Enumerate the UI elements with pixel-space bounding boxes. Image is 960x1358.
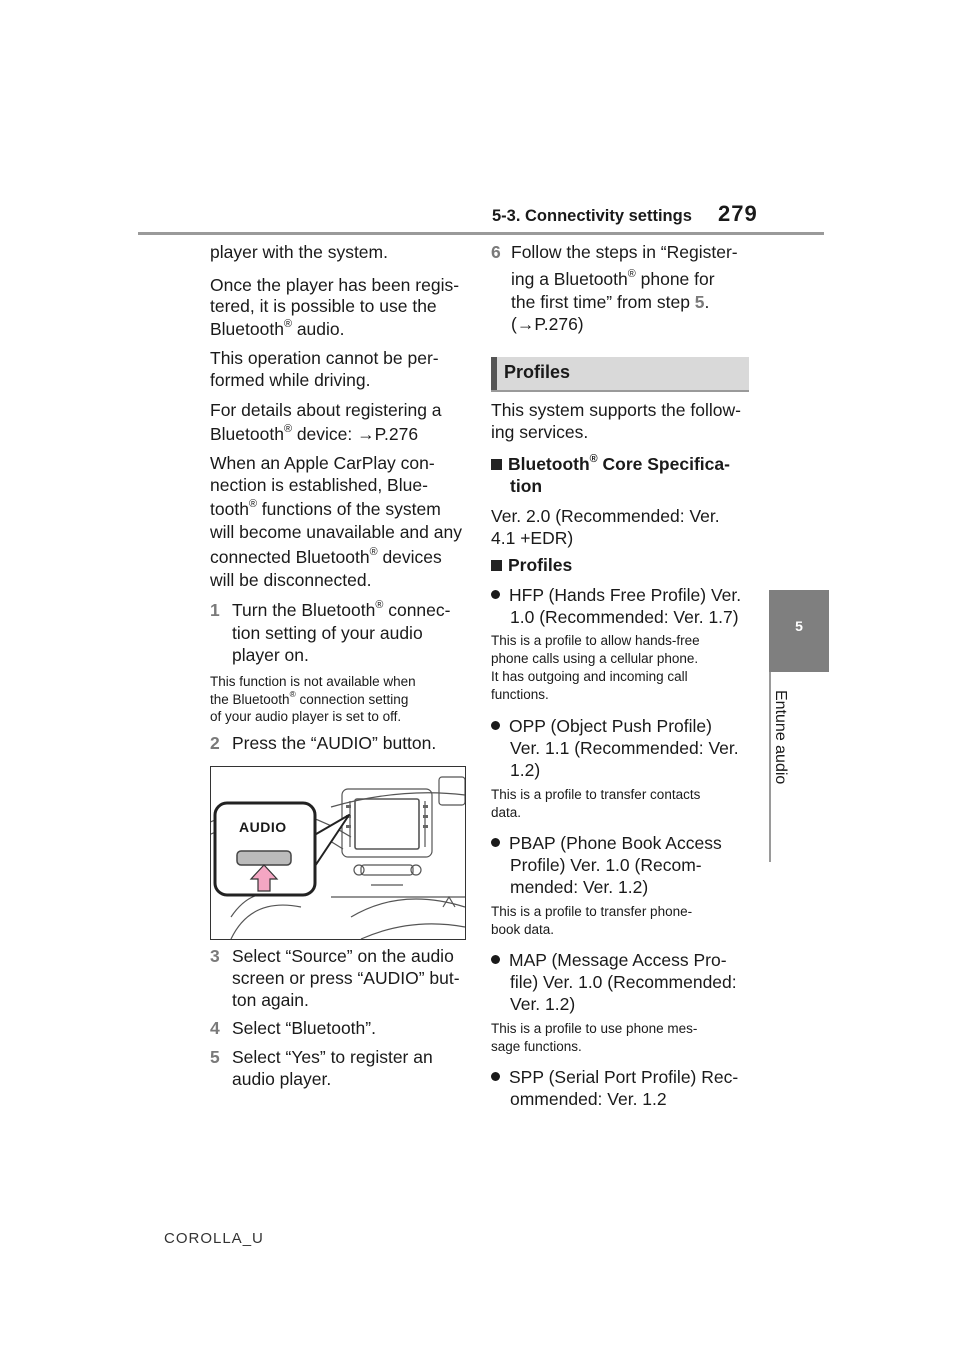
profiles-heading-accent [491, 357, 497, 390]
step-text: player on. [232, 645, 309, 665]
page-reference: →P.276 [357, 424, 419, 444]
list-item: 1.2) [510, 760, 541, 780]
list-item: SPP (Serial Port Profile) Rec- [491, 1067, 738, 1089]
step-number: 3 [210, 946, 220, 966]
text-line: Ver. 2.0 (Recommended: Ver. [491, 506, 720, 526]
list-item: 1.0 (Recommended: Ver. 1.7) [510, 607, 739, 627]
text-line: player with the system. [210, 242, 388, 262]
footer-model: COROLLA_U [164, 1230, 264, 1247]
list-item: ommended: Ver. 1.2 [510, 1089, 667, 1109]
square-bullet-icon [491, 560, 502, 571]
dashboard-drawing [211, 767, 465, 939]
text-line: When an Apple CarPlay con- [210, 453, 435, 473]
step-number: 6 [491, 242, 501, 262]
step-text: Select “Bluetooth”. [232, 1018, 376, 1038]
note-line: data. [491, 805, 522, 820]
text-line: This operation cannot be per- [210, 348, 439, 368]
text-line: will become unavailable and any [210, 522, 462, 542]
bullet-icon [491, 955, 500, 964]
note-line: This is a profile to transfer phone- [491, 904, 693, 919]
bullet-icon [491, 721, 500, 730]
text-line: tered, it is possible to use the [210, 296, 437, 316]
list-item: mended: Ver. 1.2) [510, 877, 649, 897]
step-text: tion setting of your audio [232, 623, 423, 643]
text-line: Bluetooth® audio. [210, 317, 345, 339]
list-item: Profile) Ver. 1.0 (Recom- [510, 855, 702, 875]
text-line: 4.1 +EDR) [491, 528, 574, 548]
subheading: Profiles [491, 555, 572, 577]
step-text: Press the “AUDIO” button. [232, 733, 437, 753]
list-item: PBAP (Phone Book Access [491, 833, 722, 855]
step-text: screen or press “AUDIO” but- [232, 968, 460, 988]
text-line: Once the player has been regis- [210, 275, 460, 295]
dashboard-illustration [210, 766, 466, 940]
step-text: Turn the Bluetooth® connec- [232, 598, 451, 620]
step-number: 5 [210, 1047, 220, 1067]
subheading: Bluetooth® Core Specifica- [491, 454, 730, 476]
step-text: the first time” from step 5. [511, 292, 710, 312]
text-line: formed while driving. [210, 370, 371, 390]
step-text: Follow the steps in “Register- [511, 242, 738, 262]
step-text: ing a Bluetooth® phone for [511, 267, 715, 289]
note-line: book data. [491, 922, 555, 937]
text-line: Bluetooth® device: →P.276 [210, 422, 419, 444]
header-rule [138, 232, 824, 235]
audio-button-label: AUDIO [239, 819, 287, 835]
list-item: OPP (Object Push Profile) [491, 716, 712, 738]
square-bullet-icon [491, 459, 502, 470]
text-line: For details about registering a [210, 400, 442, 420]
subheading: tion [510, 476, 543, 496]
note-line: of your audio player is set to off. [210, 709, 402, 724]
note-line: This is a profile to use phone mes- [491, 1021, 698, 1036]
note-line: This is a profile to allow hands-free [491, 633, 700, 648]
bullet-icon [491, 590, 500, 599]
note-line: sage functions. [491, 1039, 582, 1054]
section-title: 5-3. Connectivity settings [492, 207, 692, 225]
text-line: will be disconnected. [210, 570, 372, 590]
page-reference: (→P.276) [511, 314, 584, 334]
step-number: 4 [210, 1018, 220, 1038]
note-line: This function is not available when [210, 674, 416, 689]
list-item: Ver. 1.2) [510, 994, 576, 1014]
text-line: ing services. [491, 422, 589, 442]
text-line: connected Bluetooth® devices [210, 545, 442, 567]
chapter-tab-label: Entune audio [772, 690, 789, 785]
list-item: file) Ver. 1.0 (Recommended: [510, 972, 737, 992]
note-line: It has outgoing and incoming call [491, 669, 688, 684]
note-line: This is a profile to transfer contacts [491, 787, 701, 802]
note-line: functions. [491, 687, 549, 702]
chapter-tab-number: 5 [795, 618, 803, 634]
text-line: tooth® functions of the system [210, 497, 441, 519]
note-line: phone calls using a cellular phone. [491, 651, 699, 666]
profiles-heading: Profiles [504, 362, 571, 382]
list-item: Ver. 1.1 (Recommended: Ver. [510, 738, 739, 758]
text-line: This system supports the follow- [491, 400, 741, 420]
list-item: MAP (Message Access Pro- [491, 950, 727, 972]
step-text: audio player. [232, 1069, 332, 1089]
step-text: ton again. [232, 990, 309, 1010]
bullet-icon [491, 838, 500, 847]
list-item: HFP (Hands Free Profile) Ver. [491, 585, 741, 607]
page-number: 279 [718, 201, 758, 226]
step-number: 1 [210, 600, 220, 620]
step-number: 2 [210, 733, 220, 753]
note-line: the Bluetooth® connection setting [210, 689, 409, 707]
text-line: nection is established, Blue- [210, 475, 428, 495]
bullet-icon [491, 1072, 500, 1081]
step-text: Select “Yes” to register an [232, 1047, 433, 1067]
step-text: Select “Source” on the audio [232, 946, 454, 966]
